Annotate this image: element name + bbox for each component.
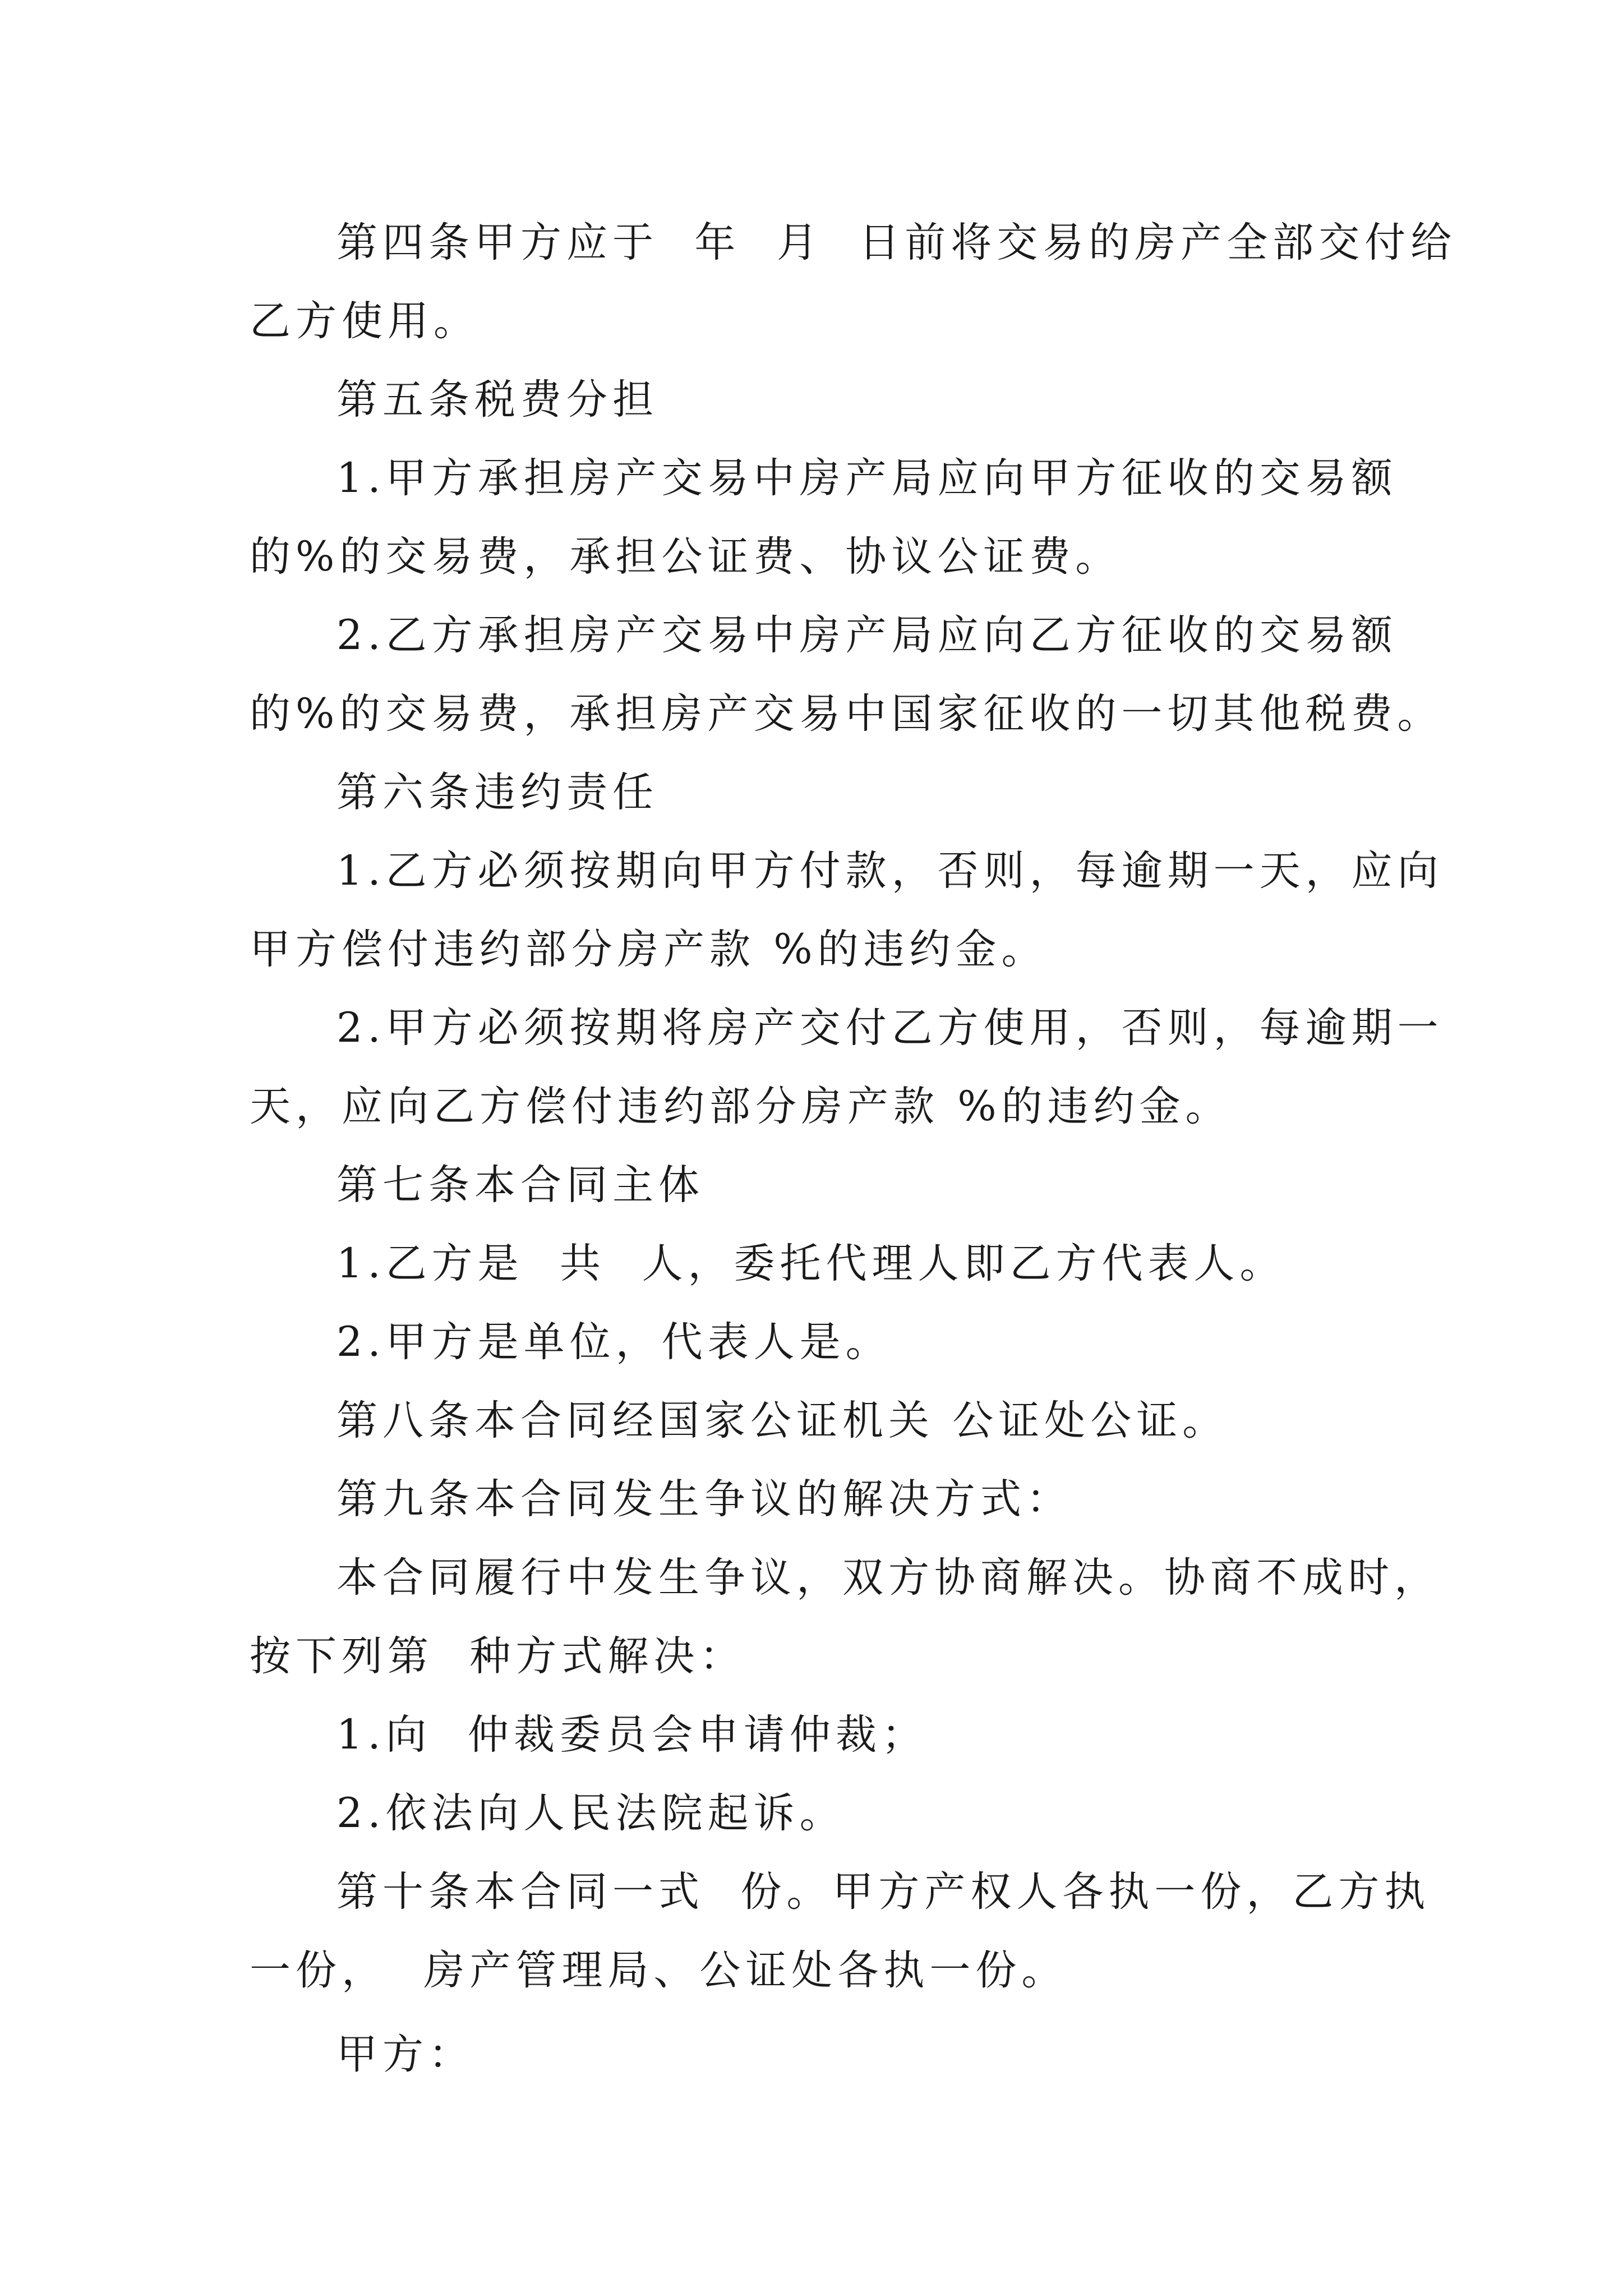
article-10-line-2: 一份， 房产管理局、公证处各执一份。	[250, 1947, 1068, 1994]
article-5-item-1-line-1: 1.甲方承担房产交易中房产局应向甲方征收的交易额	[336, 454, 1398, 502]
article-7-item-1: 1.乙方是 共 人，委托代理人即乙方代表人。	[336, 1240, 1286, 1287]
article-6-item-2-line-2: 天，应向乙方偿付违约部分房产款 %的违约金。	[250, 1083, 1232, 1130]
article-10-line-1: 第十条本合同一式 份。甲方产权人各执一份，乙方执	[336, 1868, 1431, 1916]
article-8: 第八条本合同经国家公证机关 公证处公证。	[336, 1397, 1229, 1444]
article-6-item-1-line-1: 1.乙方必须按期向甲方付款，否则，每逾期一天，应向	[336, 847, 1444, 895]
article-6-item-2-line-1: 2.甲方必须按期将房产交付乙方使用，否则，每逾期一	[336, 1004, 1444, 1052]
article-5-item-1-line-2: 的%的交易费，承担公证费、协议公证费。	[250, 533, 1122, 581]
article-7-item-2: 2.甲方是单位，代表人是。	[336, 1318, 892, 1366]
article-9-heading: 第九条本合同发生争议的解决方式：	[336, 1475, 1072, 1523]
article-9-body-line-1: 本合同履行中发生争议，双方协商解决。协商不成时，	[336, 1554, 1440, 1602]
article-9-body-line-2: 按下列第 种方式解决：	[250, 1632, 746, 1680]
article-4-line-1: 第四条甲方应于 年 月 日前将交易的房产全部交付给	[336, 219, 1457, 266]
article-6-item-1-line-2: 甲方偿付违约部分房产款 %的违约金。	[250, 926, 1048, 973]
article-5-item-2-line-2: 的%的交易费，承担房产交易中国家征收的一切其他税费。	[250, 690, 1444, 738]
article-5-item-2-line-1: 2.乙方承担房产交易中房产局应向乙方征收的交易额	[336, 611, 1398, 659]
article-5-heading: 第五条税费分担	[336, 376, 658, 424]
article-4-line-2: 乙方使用。	[250, 297, 479, 345]
article-9-item-2: 2.依法向人民法院起诉。	[336, 1789, 846, 1837]
party-a-signature-label: 甲方：	[336, 2031, 474, 2078]
article-7-heading: 第七条本合同主体	[336, 1161, 704, 1209]
article-6-heading: 第六条违约责任	[336, 769, 658, 816]
article-9-item-1: 1.向 仲裁委员会申请仲裁；	[336, 1711, 928, 1759]
